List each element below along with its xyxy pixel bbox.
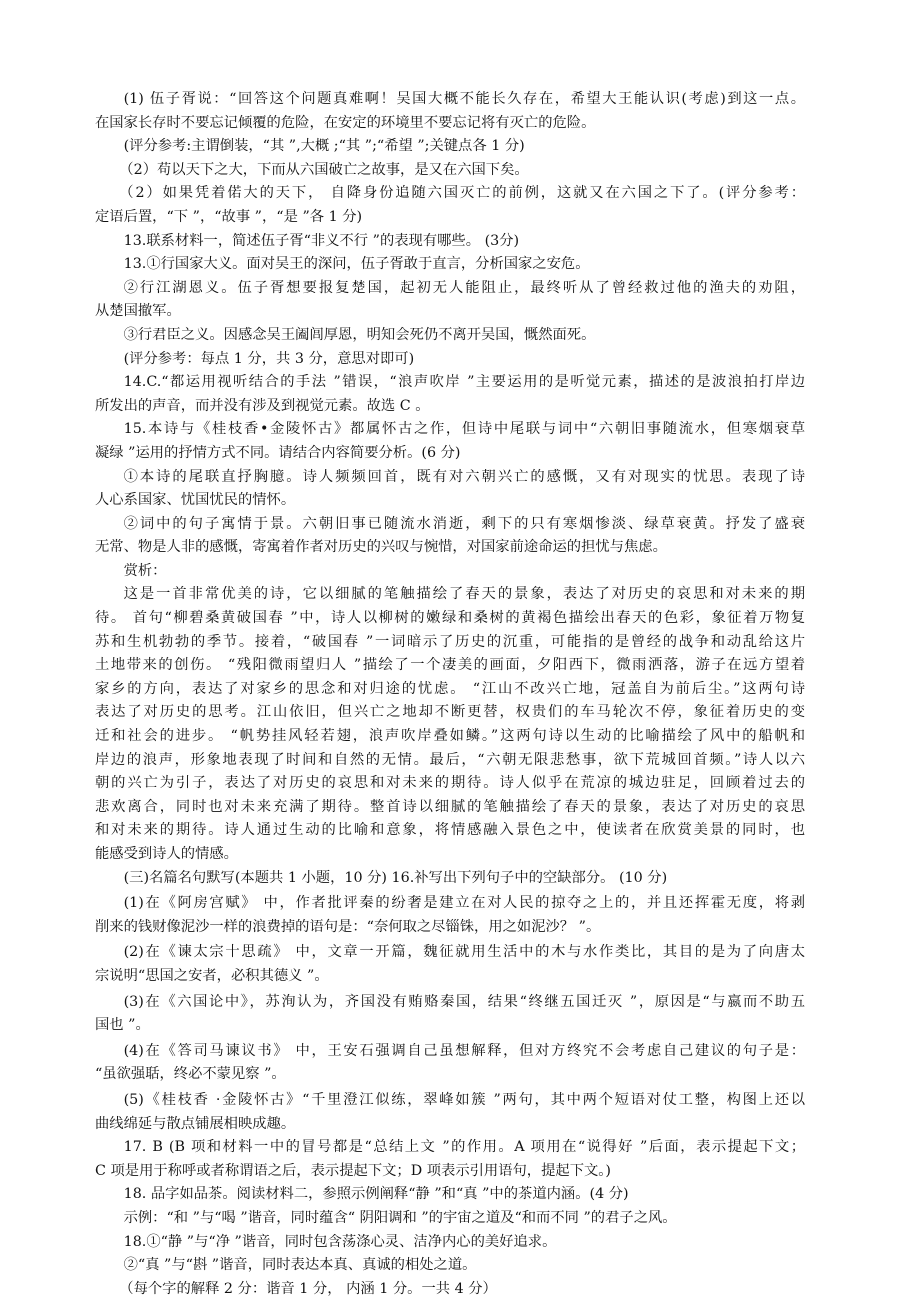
- line-p15k: 和对未来的期待。诗人通过生动的比喻和意象，将情感融入景色之中，使读者在欣赏美景的同时，也: [95, 822, 805, 839]
- line-p25: 18.①“静 ”与“净 ”谐音，同时包含荡涤心灵、洁净内心的美好追求。: [123, 1233, 557, 1250]
- line-p4b: 定语后置，“下 ”，“故事 ”，“是 ”各 1 分): [95, 208, 363, 225]
- line-p5: 13.联系材料一，简述伍子胥“非义不行 ”的表现有哪些。 (3分): [123, 232, 520, 249]
- line-p22b: C 项是用于称呼或者称谓语之后，表示提起下文；D 项表示引用语句，提起下文。): [95, 1162, 612, 1179]
- line-p17a: (1)在《阿房宫赋》 中，作者批评秦的纷奢是建立在对人民的掠夺之上的，并且还挥霍无度，将剥: [123, 895, 805, 912]
- line-p10a: 14.C.“都运用视听结合的手法 ”错误，“浪声吹岸 ”主要运用的是听觉元素，描述的是波浪拍打岸边: [123, 374, 805, 391]
- line-p24: 示例：“和 ”与“喝 ”谐音，同时蕴含“ 阴阳调和 ”的宇宙之道及“和而不同 ”的君子之风。: [123, 1209, 677, 1226]
- line-p15h: 岸边的浪声，形象地表现了时间和自然的无情。最后，“六朝无限悲愁事，欲下荒城回首频。”诗人以六: [95, 751, 805, 768]
- line-p15g: 迁和社会的进步。 “帆势挂风轻若翅，浪声吹岸叠如鳞。”这两句诗以生动的比喻描绘了风中的船帆和: [95, 728, 805, 745]
- line-p22a: 17. B (B 项和材料一中的冒号都是“总结上文 ”的作用。A 项用在“说得好 ”后面，表示提起下文；: [123, 1139, 805, 1156]
- line-p14: 赏析：: [123, 562, 167, 579]
- line-p26: ②“真 ”与“斟 ”谐音，同时表达本真、真诚的相处之道。: [123, 1257, 477, 1274]
- line-p19b: 国也 ”。: [95, 1017, 150, 1034]
- line-p12b: 人心系国家、忧国忧民的情怀。: [95, 492, 296, 509]
- line-p17b: 削来的钱财像泥沙一样的浪费掉的语句是：“奈何取之尽锱铢，用之如泥沙？ ”。: [95, 918, 601, 935]
- line-p15l: 能感受到诗人的情感。: [95, 846, 238, 862]
- line-p21a: (5)《桂枝香 ·金陵怀古》“千里澄江似练，翠峰如簇 ”两句，其中两个短语对仗工整，构图上还以: [123, 1091, 805, 1108]
- line-p11b: 凝绿 ”运用的抒情方式不同。请结合内容简要分析。(6 分): [95, 444, 461, 461]
- line-p12a: ①本诗的尾联直抒胸臆。诗人频频回首，既有对六朝兴亡的感慨，又有对现实的忧思。表现了诗: [123, 468, 805, 485]
- line-p11a: 15.本诗与《桂枝香•金陵怀古》都属怀古之作，但诗中尾联与词中“六朝旧事随流水，但寒烟衰草: [123, 421, 805, 438]
- line-p19a: (3)在《六国论中》，苏洵认为，齐国没有贿赂秦国，结果“终继五国迁灭 ”，原因是“与嬴而不助五: [123, 993, 805, 1010]
- line-p20b: “虽欲强聒，终必不蒙见察 ”。: [95, 1066, 286, 1083]
- line-p15b: 待。 首句“柳碧桑黄破国春 ”中，诗人以柳树的嫩绿和桑树的黄褐色描绘出春天的色彩，象征着万物复: [95, 610, 805, 627]
- line-p7a: ②行江湖恩义。伍子胥想要报复楚国，起初无人能阻止，最终听从了曾经救过他的渔夫的劝阻，: [123, 279, 805, 296]
- line-p27: （每个字的解释 2 分：谐音 1 分， 内涵 1 分。一共 4 分）: [119, 1280, 497, 1297]
- line-p15a: 这是一首非常优美的诗，它以细腻的笔触描绘了春天的景象，表达了对历史的哀思和对未来的期: [123, 586, 805, 603]
- line-p16: (三)名篇名句默写(本题共 1 小题，10 分) 16.补写出下列句子中的空缺部分。 (10 分): [123, 869, 668, 886]
- line-p9: (评分参考：每点 1 分，共 3 分，意思对即可): [123, 350, 415, 367]
- line-p13a: ②词中的句子寓情于景。六朝旧事已随流水消逝，剩下的只有寒烟惨淡、绿草衰黄。抒发了盛衰: [123, 515, 805, 532]
- line-p20a: (4)在《答司马谏议书》 中，王安石强调自己虽想解释，但对方终究不会考虑自己建议的句子是：: [123, 1042, 805, 1059]
- line-p10b: 所发出的声音，而并没有涉及到视觉元素。故选 C 。: [95, 397, 430, 414]
- line-p8: ③行君臣之义。因感念吴王阖闾厚恩，明知会死仍不离开吴国，慨然面死。: [123, 326, 596, 343]
- line-p15d: 土地带来的创伤。 “残阳微雨望归人 ”描绘了一个凄美的画面，夕阳西下，微雨洒落，游子在远方望着: [95, 657, 805, 674]
- line-p1b: 在国家长存时不要忘记倾覆的危险，在安定的环境里不要忘记将有灭亡的危险。: [95, 114, 596, 131]
- line-p7b: 从楚国撤军。: [95, 303, 181, 320]
- line-p18b: 宗说明“思国之安者，必积其德义 ”。: [95, 967, 329, 984]
- line-p21b: 曲线绵延与散点铺展相映成趣。: [95, 1115, 296, 1132]
- line-p15j: 悲欢离合，同时也对未来充满了期待。整首诗以细腻的笔触描绘了春天的景象，表达了对历史的哀思: [95, 798, 805, 815]
- line-p15i: 朝的兴亡为引子，表达了对历史的哀思和对未来的期待。诗人似乎在荒凉的城边驻足，回顾着过去的: [95, 775, 805, 792]
- line-p4a: （2）如果凭着偌大的天下， 自降身份追随六国灭亡的前例，这就又在六国之下了。(评分参考：: [119, 185, 805, 202]
- line-p15e: 家乡的方向，表达了对家乡的思念和对归途的忧虑。 “江山不改兴亡地，冠盖自为前后尘。”这两句诗: [95, 680, 805, 697]
- line-p15f: 表达了对历史的思考。江山依旧，但兴亡之地却不断更替，权贵们的车马轮次不停，象征着历史的变: [95, 704, 805, 721]
- line-p6: 13.①行国家大义。面对吴王的深问，伍子胥敢于直言，分析国家之安危。: [123, 256, 590, 273]
- line-p1a: (1) 伍子胥说：“回答这个问题真难啊！吴国大概不能长久存在，希望大王能认识(考虑)到这一点。: [123, 91, 805, 107]
- line-p2: (评分参考:主谓倒装，“其 ”,大概 ;“其 ”;“希望 ”;关键点各 1 分): [123, 138, 525, 155]
- line-p15c: 苏和生机勃勃的季节。接着，“破国春 ”一词暗示了历史的沉重，可能指的是曾经的战争和动乱给这片: [95, 633, 805, 650]
- line-p3: （2）苟以天下之大，下而从六国破亡之故事，是又在六国下矣。: [119, 161, 529, 178]
- line-p23: 18. 品字如品茶。阅读材料二，参照示例阐释“静 ”和“真 ”中的茶道内涵。(4 分): [123, 1186, 629, 1203]
- line-p18a: (2)在《谏太宗十思疏》 中，文章一开篇，魏征就用生活中的木与水作类比，其目的是为了向唐太: [123, 944, 805, 961]
- line-p13b: 无常、物是人非的感慨，寄寓着作者对历史的兴叹与惋惜，对国家前途命运的担忧与焦虑。: [95, 539, 667, 556]
